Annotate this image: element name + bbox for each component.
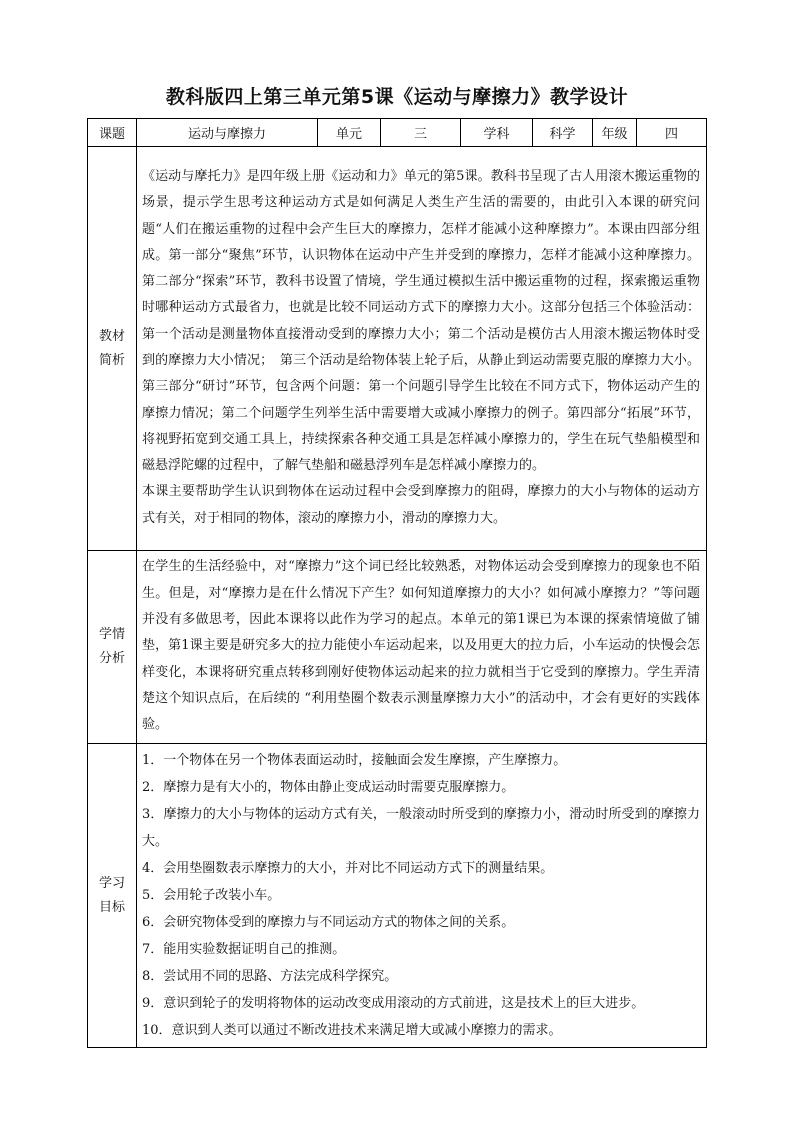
goal-item: 6．会研究物体受到的摩擦力与不同运动方式的物体之间的关系。	[142, 915, 515, 930]
goals-content	[137, 744, 707, 1048]
goals-label-line2: 目标	[98, 899, 125, 915]
document-title: 教科版四上第三单元第5课《运动与摩擦力》教学设计	[165, 86, 629, 108]
analysis-paragraph: 本课主要帮助学生认识到物体在运动过程中会受到摩擦力的阻碍，摩擦力的大小与物体的运动方式有关，对于相同的物体，滚动的摩擦力小，滑动的摩擦力大。	[142, 484, 700, 526]
grade-label: 年级	[593, 119, 637, 147]
learner-content	[137, 551, 707, 744]
goal-item: 2．摩擦力是有大小的，物体由静止变成运动时需要克服摩擦力。	[142, 780, 515, 795]
lesson-value: 运动与摩擦力	[137, 119, 318, 147]
analysis-row	[88, 147, 707, 551]
goal-item: 3．摩擦力的大小与物体的运动方式有关，一般滚动时所受到的摩擦力小，滑动时所受到的摩擦力大。	[142, 807, 700, 849]
goals-label-line1: 学习	[98, 875, 125, 891]
goal-item: 10．意识到人类可以通过不断改进技术来满足增大或减小摩擦力的需求。	[142, 1023, 562, 1038]
learner-paragraph: 在学生的生活经验中，对“摩擦力”这个词已经比较熟悉，对物体运动会受到摩擦力的现象也不陌生。但是，对“摩擦力是在什么情况下产生？如何知道摩擦力的大小？如何减小摩擦力？”等问题并没有多做思考，因此本课将以此作为学习的起点。本单元的第1课已为本课的探索情境做了铺垫，第1课主要是研究多大的拉力能使小车运动起来，以及用更大的拉力后，小车运动的快慢会怎样变化，本课将研究重点转移到刚好使物体运动起来的拉力就相当于它受到的摩擦力。学生弄清楚这个知识点后，在后续的 “利用垫圈个数表示测量摩擦力大小”的活动中，才会有更好的实践体验。	[142, 559, 700, 733]
lesson-plan-table	[87, 118, 707, 1048]
analysis-content	[137, 147, 707, 551]
analysis-label	[88, 147, 137, 551]
learner-label-line1: 学情	[98, 627, 125, 642]
unit-value: 三	[381, 119, 461, 147]
header-row	[88, 119, 707, 147]
subject-value: 科学	[533, 119, 593, 147]
unit-label: 单元	[318, 119, 381, 147]
grade-value: 四	[637, 119, 707, 147]
goal-item: 9．意识到轮子的发明将物体的运动改变成用滚动的方式前进，这是技术上的巨大进步。	[142, 996, 645, 1011]
analysis-paragraph: 《运动与摩托力》是四年级上册《运动和力》单元的第5课。教科书呈现了古人用滚木搬运重物的场景，提示学生思考这种运动方式是如何满足人类生产生活的需要的，由此引入本课的研究问题“人们在搬运重物的过程中会产生巨大的摩擦力，怎样才能减小这种摩擦力”。本课由四部分组成。第一部分“聚焦”环节，认识物体在运动中产生并受到的摩擦力，怎样才能减小这种摩擦力。第二部分“探索”环节，教科书设置了情境，学生通过模拟生活中搬运重物的过程，探索搬运重物时哪种运动方式最省力，也就是比较不同运动方式下的摩擦力大小。这部分包括三个体验活动：第一个活动是测量物体直接滑动受到的摩擦力大小；第二个活动是模仿古人用滚木搬运物体时受到的摩擦力大小情况； 第三个活动是给物体装上轮子后，从静止到运动需要克服的摩擦力大小。第三部分“研讨”环节，包含两个问题：第一个问题引导学生比较在不同方式下，物体运动产生的摩擦力情况；第二个问题学生列举生活中需要增大或减小摩擦力的例子。第四部分“拓展”环节，将视野拓宽到交通工具上，持续探索各种交通工具是怎样减小摩擦力的，学生在玩气垫船模型和磁悬浮陀螺的过程中，了解气垫船和磁悬浮列车是怎样减小摩擦力的。	[142, 168, 700, 474]
goal-item: 5．会用轮子改装小车。	[142, 888, 281, 903]
analysis-label-line1: 教材	[98, 328, 125, 344]
lesson-label: 课题	[88, 119, 137, 147]
learner-label-line2: 分析	[98, 651, 125, 666]
learner-row	[88, 551, 707, 744]
goal-item: 1．一个物体在另一个物体表面运动时，接触面会发生摩擦，产生摩擦力。	[142, 753, 567, 768]
goals-row	[88, 744, 707, 1048]
learner-label	[88, 551, 137, 744]
goal-item: 8．尝试用不同的思路、方法完成科学探究。	[142, 969, 398, 984]
goal-item: 7．能用实验数据证明自己的推测。	[142, 942, 346, 957]
analysis-label-line2: 简析	[98, 352, 125, 368]
subject-label: 学科	[461, 119, 533, 147]
goal-item: 4．会用垫圈数表示摩擦力的大小，并对比不同运动方式下的测量结果。	[142, 861, 554, 876]
goals-label	[88, 744, 137, 1048]
